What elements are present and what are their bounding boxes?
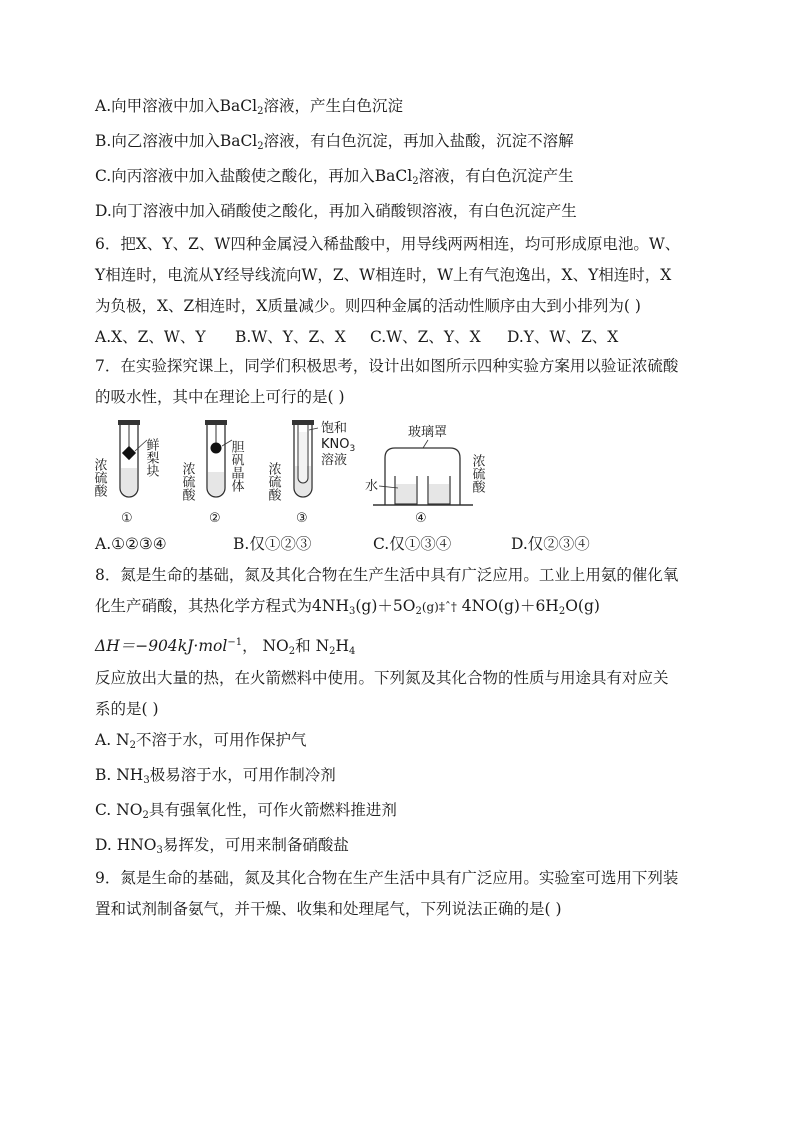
q7-option-a: A.①②③④ — [95, 535, 167, 553]
pear-block — [122, 446, 136, 460]
q5-option-b: B.向乙溶液中加入BaCl$_2$溶液，有白色沉淀，再加入盐酸，沉淀不溶解 — [95, 132, 574, 152]
q6-option-b: B.W、Y、Z、X — [235, 328, 346, 346]
apparatus-3 — [266, 420, 356, 526]
q8-option-d: D. $HNO_3$易挥发，可用来制备硝酸盐 — [95, 836, 349, 856]
tube1-stopper — [118, 420, 140, 425]
q7-options — [95, 533, 590, 555]
q6-stem-line1: 6．把X、Y、Z、W四种金属浸入稀盐酸中，用导线两两相连，均可形成原电池。W、 — [95, 235, 681, 253]
tube3-stopper — [292, 420, 314, 425]
tube2-solid-label: 胆矾晶体 — [228, 440, 244, 492]
q6-option-a: A.X、Z、W、Y — [95, 328, 206, 346]
tube2-acid-label: 浓硫酸 — [179, 462, 195, 501]
q8-enthalpy-line: ΔH＝−904kJ·mol$^{-1}$， $NO_2$和 $N_2H_4$ — [95, 637, 356, 657]
q7-option-d: D.仅②③④ — [511, 535, 590, 553]
tube1-solid-label: 鲜梨块 — [143, 438, 159, 477]
tube3-acid-label: 浓硫酸 — [265, 462, 281, 501]
kno3-solution — [299, 432, 307, 482]
acid-in-beaker — [429, 484, 449, 503]
tube2-stopper — [205, 420, 227, 425]
q9-stem-line2: 置和试剂制备氨气，并干燥、收集和处理尾气，下列说法正确的是( ) — [95, 900, 562, 918]
water-label: 水 — [365, 479, 379, 494]
q7-stem-line1: 7．在实验探究课上，同学们积极思考，设计出如图所示四种实验方案用以验证浓硫酸 — [95, 357, 679, 375]
q7-option-b: B.仅①②③ — [233, 535, 312, 553]
q8-option-a: A. $N_2$不溶于水，可用作保护气 — [95, 731, 307, 751]
crystal — [211, 443, 222, 454]
label-2: ② — [209, 511, 221, 526]
apparatus-2 — [180, 420, 245, 526]
water — [396, 484, 416, 503]
q7-option-c: C.仅①③④ — [373, 535, 452, 553]
q7-experiment-diagram — [91, 418, 515, 528]
q9-stem-line1: 9．氮是生命的基础，氮及其化合物在生产生活中具有广泛应用。实验室可选用下列装 — [95, 869, 679, 887]
q6-options — [95, 326, 618, 348]
q8-stem-line4: 反应放出大量的热，在火箭燃料中使用。下列氮及其化合物的性质与用途具有对应关 — [95, 669, 669, 687]
tube1-acid-label: 浓硫酸 — [91, 458, 107, 497]
tube1-acid — [121, 468, 137, 496]
tube3-pointer — [309, 428, 318, 430]
q6-stem-line3: 为负极，X、Z相连时，X质量减少。则四种金属的活动性顺序由大到小排列为( ) — [95, 297, 641, 315]
q5-option-d: D.向丁溶液中加入硝酸使之酸化，再加入硝酸钡溶液，有白色沉淀产生 — [95, 202, 577, 220]
apparatus-4 — [365, 424, 485, 526]
tube3-label-saturated: 饱和 — [321, 421, 348, 436]
q5-option-a: A.向甲溶液中加入BaCl$_2$溶液，产生白色沉淀 — [95, 97, 403, 117]
q5-option-c: C.向丙溶液中加入盐酸使之酸化，再加入BaCl$_2$溶液，有白色沉淀产生 — [95, 167, 574, 187]
beaker-acid-label: 浓硫酸 — [469, 454, 485, 493]
q8-option-b: B. $NH_3$极易溶于水，可用作制冷剂 — [95, 766, 336, 786]
bell-jar-label: 玻璃罩 — [408, 425, 448, 440]
q8-stem-line2: 化生产硝酸，其热化学方程式为$4NH_3(g)+5O_2(g)\ddagger ˆ\dagger$ $4NO(g)+6H_2O(g)$ — [95, 597, 600, 617]
q8-stem-line1: 8．氮是生命的基础，氮及其化合物在生产生活中具有广泛应用。工业上用氨的催化氧 — [95, 566, 679, 584]
label-4: ④ — [415, 511, 427, 526]
q8-option-c: C. $NO_2$具有强氧化性，可作火箭燃料推进剂 — [95, 801, 397, 821]
apparatus-1 — [92, 420, 160, 526]
label-3: ③ — [296, 511, 308, 526]
tube3-label-kno3: $KNO_3$ — [321, 437, 356, 454]
q7-stem-line2: 的吸水性，其中在理论上可行的是( ) — [95, 388, 345, 406]
q6-option-c: C.W、Z、Y、X — [370, 328, 481, 346]
tube2-acid — [208, 472, 224, 496]
q6-option-d: D.Y、W、Z、X — [507, 328, 619, 346]
q6-stem-line2: Y相连时，电流从Y经导线流向W，Z、W相连时，W上有气泡逸出，X、Y相连时，X — [95, 266, 672, 284]
q8-stem-line5: 系的是( ) — [95, 700, 159, 718]
tube3-label-solution: 溶液 — [321, 453, 348, 468]
label-1: ① — [121, 511, 133, 526]
bell-pointer — [423, 440, 428, 448]
